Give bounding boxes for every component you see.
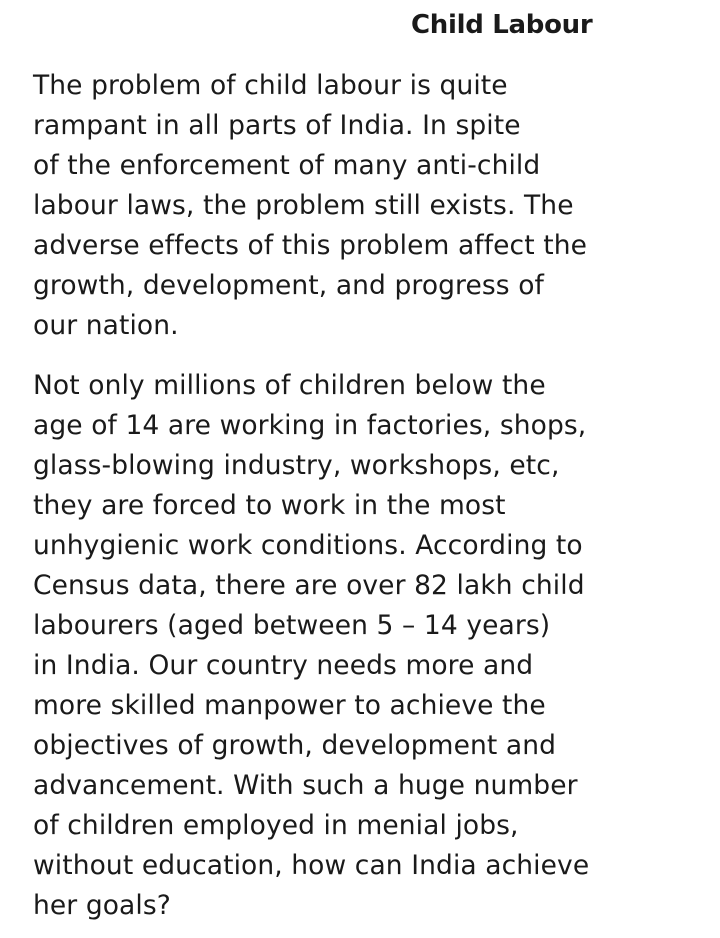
paragraph-2-line: advancement. With such a huge number — [33, 770, 578, 801]
paragraph-2-line: labourers (aged between 5 – 14 years) — [33, 610, 551, 641]
paragraph-1-line: labour laws, the problem still exists. The — [33, 190, 574, 221]
paragraph-2-line: without education, how can India achieve — [33, 850, 590, 881]
paragraph-2-line: unhygienic work conditions. According to — [33, 530, 583, 561]
paragraph-2-line: age of 14 are working in factories, shops, — [33, 410, 587, 441]
paragraph-1-line: our nation. — [33, 310, 179, 341]
paragraph-2 — [33, 366, 589, 926]
paragraph-2-line: they are forced to work in the most — [33, 490, 506, 521]
paragraph-1-line: The problem of child labour is quite — [33, 70, 508, 101]
paragraph-2-line: in India. Our country needs more and — [33, 650, 534, 681]
paragraph-1-line: adverse effects of this problem affect the — [33, 230, 588, 261]
document-title: Child Labour — [411, 10, 593, 40]
paragraph-1-line: of the enforcement of many anti-child — [33, 150, 541, 181]
paragraph-2-line: Census data, there are over 82 lakh child — [33, 570, 585, 601]
paragraph-2-line: of children employed in menial jobs, — [33, 810, 519, 841]
paragraph-1-line: growth, development, and progress of — [33, 270, 544, 301]
paragraph-2-line: her goals? — [33, 890, 171, 921]
paragraph-1 — [33, 66, 587, 346]
paragraph-2-line: objectives of growth, development and — [33, 730, 557, 761]
paragraph-2-line: glass-blowing industry, workshops, etc, — [33, 450, 560, 481]
paragraph-2-line: Not only millions of children below the — [33, 370, 546, 401]
paragraph-2-line: more skilled manpower to achieve the — [33, 690, 546, 721]
paragraph-1-line: rampant in all parts of India. In spite — [33, 110, 521, 141]
